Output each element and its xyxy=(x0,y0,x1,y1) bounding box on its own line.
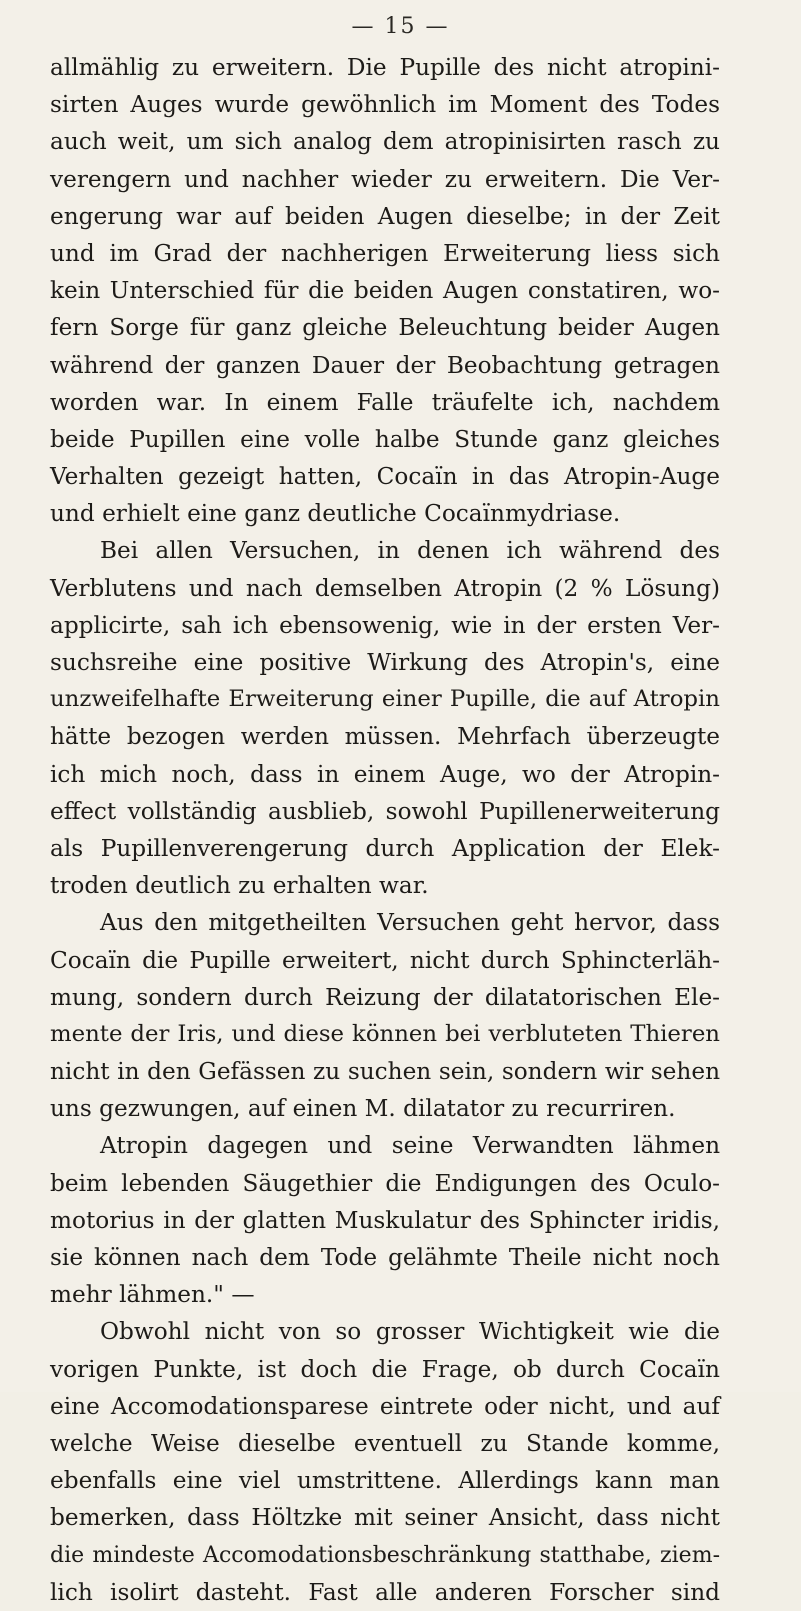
text-line: engerung war auf beiden Augen dieselbe; in der Zeit xyxy=(50,202,720,230)
text-line: die mindeste Accomodationsbeschränkung statthabe, ziem- xyxy=(50,1542,720,1568)
text-line: kein Unterschied für die beiden Augen constatiren, wo- xyxy=(50,277,720,305)
text-line: Obwohl nicht von so grosser Wichtigkeit wie die xyxy=(100,1318,720,1346)
text-line: beim lebenden Säugethier die Endigungen des Oculo- xyxy=(50,1169,720,1197)
paragraph xyxy=(50,904,720,1127)
text-line: sie können nach dem Tode gelähmte Theile nicht noch xyxy=(50,1244,720,1271)
text-line: effect vollständig ausblieb, sowohl Pupillenerweiterung xyxy=(50,797,720,825)
text-line: und erhielt eine ganz deutliche Cocaïnmydriase. xyxy=(50,500,621,528)
paragraph xyxy=(50,49,720,532)
text-line: auch weit, um sich analog dem atropinisirten rasch zu xyxy=(50,128,720,156)
text-line: applicirte, sah ich ebensowenig, wie in der ersten Ver- xyxy=(50,611,720,639)
text-line: mung, sondern durch Reizung der dilatatorischen Ele- xyxy=(50,983,720,1011)
text-line: uns gezwungen, auf einen M. dilatator zu recurriren. xyxy=(50,1095,676,1123)
text-line: mehr lähmen." — xyxy=(50,1281,255,1309)
page-number: — 15 — xyxy=(351,14,450,39)
text-line: Atropin dagegen und seine Verwandten lähmen xyxy=(100,1132,720,1160)
text-line: ich mich noch, dass in einem Auge, wo der Atropin- xyxy=(50,760,720,788)
text-line: welche Weise dieselbe eventuell zu Stande komme, xyxy=(50,1429,720,1457)
paragraph xyxy=(50,1127,720,1313)
text-line: sirten Auges wurde gewöhnlich im Moment des Todes xyxy=(50,91,720,119)
text-line: Cocaïn die Pupille erweitert, nicht durch Sphincterläh- xyxy=(50,946,720,974)
text-line: allmählig zu erweitern. Die Pupille des nicht atropini- xyxy=(50,54,720,81)
text-line: und im Grad der nachherigen Erweiterung liess sich xyxy=(50,239,720,267)
text-line: suchsreihe eine positive Wirkung des Atropin's, eine xyxy=(50,649,720,676)
paragraph xyxy=(50,1313,720,1611)
text-line: lich isolirt dasteht. Fast alle anderen Forscher sind xyxy=(50,1578,720,1606)
text-line: während der ganzen Dauer der Beobachtung getragen xyxy=(50,351,720,379)
text-line: worden war. In einem Falle träufelte ich, nachdem xyxy=(50,388,720,416)
text-line: ebenfalls eine viel umstrittene. Allerdings kann man xyxy=(50,1467,720,1495)
text-line: nicht in den Gefässen zu suchen sein, sondern wir sehen xyxy=(50,1058,720,1086)
text-line: mente der Iris, und diese können bei verbluteten Thieren xyxy=(50,1020,720,1047)
body-text xyxy=(50,49,720,1611)
text-line: hätte bezogen werden müssen. Mehrfach überzeugte xyxy=(50,723,720,751)
text-line: beide Pupillen eine volle halbe Stunde ganz gleiches xyxy=(50,425,720,453)
text-line: fern Sorge für ganz gleiche Beleuchtung beider Augen xyxy=(50,314,720,342)
text-line: unzweifelhafte Erweiterung einer Pupille, die auf Atropin xyxy=(50,686,720,713)
text-line: vorigen Punkte, ist doch die Frage, ob durch Cocaïn xyxy=(50,1355,720,1383)
text-line: als Pupillenverengerung durch Application der Elek- xyxy=(50,834,720,862)
text-line: motorius in der glatten Muskulatur des Sphincter iridis, xyxy=(50,1206,720,1234)
paragraph xyxy=(50,532,720,904)
text-line: Aus den mitgetheilten Versuchen geht hervor, dass xyxy=(100,909,720,937)
text-line: eine Accomodationsparese eintrete oder nicht, und auf xyxy=(50,1392,720,1420)
text-line: Bei allen Versuchen, in denen ich während des xyxy=(100,537,720,565)
text-line: bemerken, dass Höltzke mit seiner Ansicht, dass nicht xyxy=(50,1504,720,1532)
text-line: verengern und nachher wieder zu erweitern. Die Ver- xyxy=(50,165,720,193)
text-line: troden deutlich zu erhalten war. xyxy=(50,872,429,900)
text-line: Verhalten gezeigt hatten, Cocaïn in das Atropin-Auge xyxy=(50,463,720,491)
text-line: Verblutens und nach demselben Atropin (2 % Lösung) xyxy=(50,574,720,602)
